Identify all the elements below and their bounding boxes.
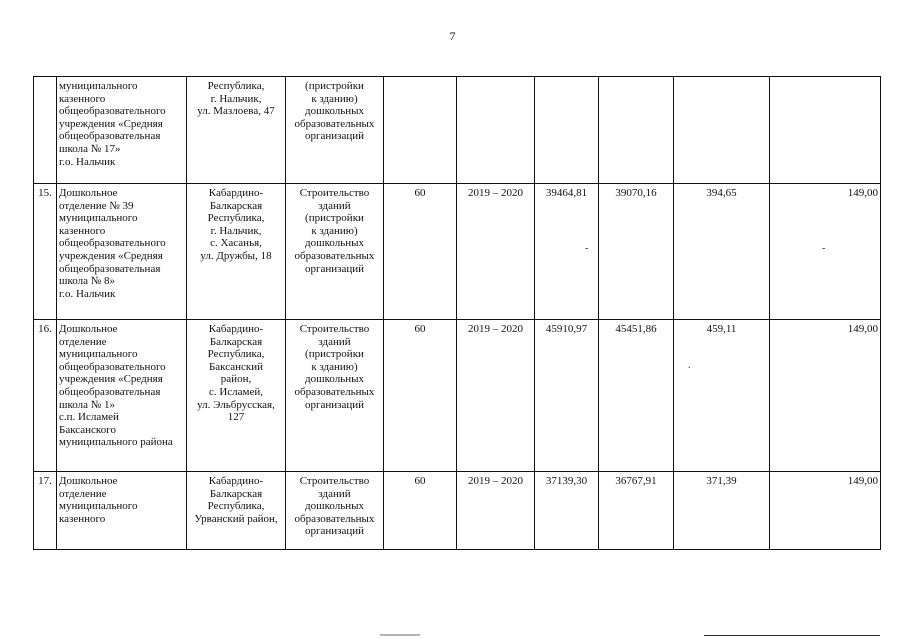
period-cell: 2019 – 2020 <box>457 320 535 472</box>
footer-signature-line <box>704 635 880 636</box>
work-type-cell: Строительство зданий (пристройки к зданию) дошкольных образовательных организаций <box>286 320 384 472</box>
objects-table <box>33 76 881 550</box>
row-number-cell <box>34 77 57 184</box>
scan-dash-mark: - <box>585 243 589 254</box>
row-number-cell: 16. <box>34 320 57 472</box>
scan-dash-mark: - <box>822 243 826 254</box>
federal-funds-cell: 45451,86 <box>599 320 674 472</box>
unit-cost-cell <box>770 77 881 184</box>
federal-funds-cell <box>599 77 674 184</box>
address-cell: Республика, г. Нальчик, ул. Мазлоева, 47 <box>187 77 286 184</box>
row-number-cell: 15. <box>34 184 57 320</box>
capacity-cell <box>384 77 457 184</box>
row-number-cell: 17. <box>34 472 57 550</box>
page-number: 7 <box>449 29 456 43</box>
object-name-cell: Дошкольное отделение муниципального казенного <box>57 472 187 550</box>
unit-cost-cell: 149,00 <box>770 472 881 550</box>
address-cell: Кабардино- Балкарская Республика, г. Нальчик, с. Хасанья, ул. Дружбы, 18 <box>187 184 286 320</box>
total-cost-cell: 39464,81 <box>535 184 599 320</box>
work-type-cell: Строительство зданий (пристройки к зданию) дошкольных образовательных организаций <box>286 184 384 320</box>
address-cell: Кабардино- Балкарская Республика, Урванский район, <box>187 472 286 550</box>
table-row <box>34 320 881 472</box>
regional-funds-cell: 371,39 <box>674 472 770 550</box>
regional-funds-cell: 394,65 <box>674 184 770 320</box>
capacity-cell: 60 <box>384 320 457 472</box>
footer-scan-smudge <box>380 634 420 636</box>
period-cell: 2019 – 2020 <box>457 184 535 320</box>
total-cost-cell: 37139,30 <box>535 472 599 550</box>
federal-funds-cell: 36767,91 <box>599 472 674 550</box>
object-name-cell: Дошкольное отделение муниципального общеобразовательного учреждения «Средняя общеобразовательная школа № 1» с.п. Исламей Баксанского муниципального района <box>57 320 187 472</box>
capacity-cell: 60 <box>384 184 457 320</box>
period-cell: 2019 – 2020 <box>457 472 535 550</box>
regional-funds-cell: 459,11 <box>674 320 770 472</box>
work-type-cell: (пристройки к зданию) дошкольных образовательных организаций <box>286 77 384 184</box>
unit-cost-cell: 149,00 <box>770 184 881 320</box>
table-row <box>34 184 881 320</box>
federal-funds-cell: 39070,16 <box>599 184 674 320</box>
unit-cost-cell: 149,00 <box>770 320 881 472</box>
period-cell <box>457 77 535 184</box>
work-type-cell: Строительство зданий дошкольных образовательных организаций <box>286 472 384 550</box>
table-row <box>34 472 881 550</box>
scan-dot-mark: . <box>688 360 691 371</box>
capacity-cell: 60 <box>384 472 457 550</box>
total-cost-cell <box>535 77 599 184</box>
object-name-cell: муниципального казенного общеобразовательного учреждения «Средняя общеобразовательная школа № 17» г.о. Нальчик <box>57 77 187 184</box>
total-cost-cell: 45910,97 <box>535 320 599 472</box>
regional-funds-cell <box>674 77 770 184</box>
object-name-cell: Дошкольное отделение № 39 муниципального казенного общеобразовательного учреждения «Средняя общеобразовательная школа № 8» г.о. Нальчик <box>57 184 187 320</box>
table-row <box>34 77 881 184</box>
address-cell: Кабардино- Балкарская Республика, Баксанский район, с. Исламей, ул. Эльбрусская, 127 <box>187 320 286 472</box>
